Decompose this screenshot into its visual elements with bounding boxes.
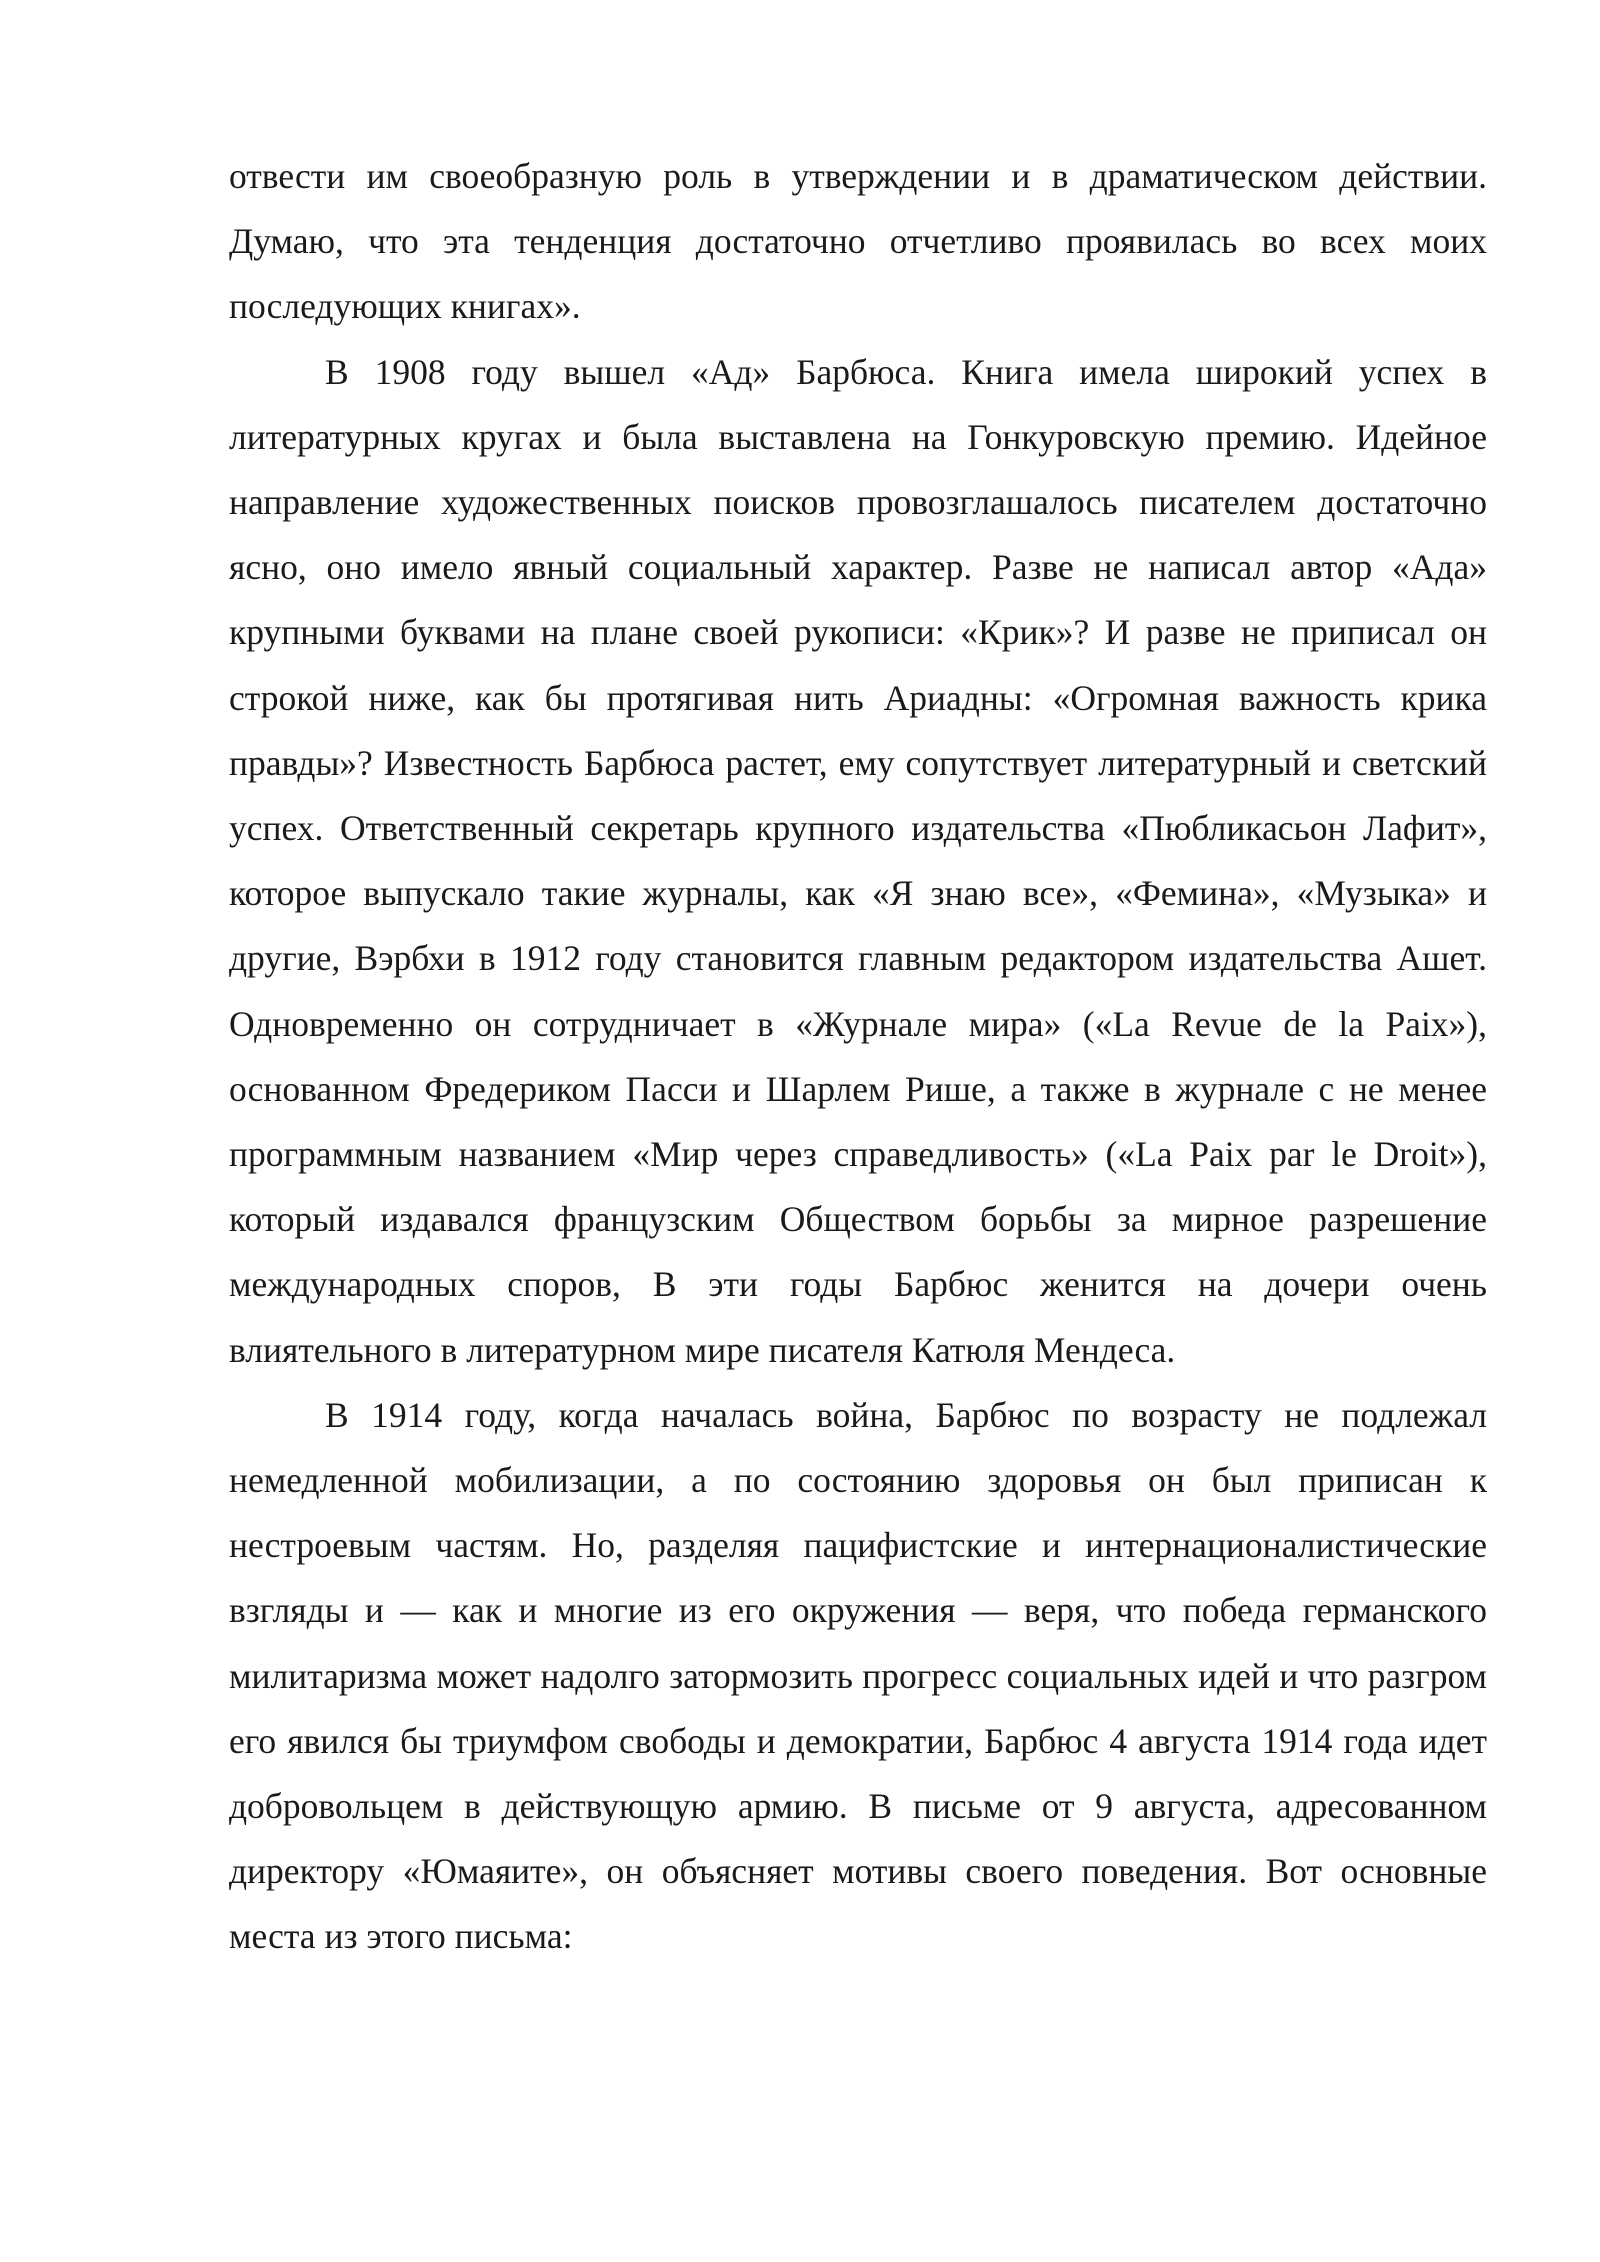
document-body	[229, 144, 1487, 1970]
paragraph-continuation: отвести им своеобразную роль в утверждении и в драматическом действии. Думаю, что эта тенденция достаточно отчетливо проявилась во всех моих последующих книгах».	[229, 156, 1487, 327]
paragraph-barbusse-hell: В 1908 году вышел «Ад» Барбюса. Книга имела широкий успех в литературных кругах и была выставлена на Гонкуровскую премию. Идейное направление художественных поисков провозглашалось писателем достаточно ясно, оно имело явный социальный характер. Разве не написал автор «Ада» крупными буквами на плане своей рукописи: «Крик»? И разве не приписал он строкой ниже, как бы протягивая нить Ариадны: «Огромная важность крика правды»? Известность Барбюса растет, ему сопутствует литературный и светский успех. Ответственный секретарь крупного издательства «Пюбликасьон Лафит», которое выпускало такие журналы, как «Я знаю все», «Фемина», «Музыка» и другие, Вэрбхи в 1912 году становится главным редактором издательства Ашет. Одновременно он сотрудничает в «Журнале мира» («La Revue de la Paix»), основанном Фредериком Пасси и Шарлем Рише, а также в журнале с не менее программным названием «Мир через справедливость» («La Paix par le Droit»), который издавался французским Обществом борьбы за мирное разрешение международных споров, В эти годы Барбюс женится на дочери очень влиятельного в литературном мире писателя Катюля Мендеса.	[229, 351, 1487, 1370]
paragraph-barbusse-war: В 1914 году, когда началась война, Барбюс по возрасту не подлежал немедленной мобилизации, а по состоянию здоровья он был приписан к нестроевым частям. Но, разделяя пацифистские и интернационалистические взгляды и — как и многие из его окружения — веря, что победа германского милитаризма может надолго затормозить прогресс социальных идей и что разгром его явился бы триумфом свободы и демократии, Барбюс 4 августа 1914 года идет добровольцем в действующую армию. В письме от 9 августа, адресованном директору «Юмаяите», он объясняет мотивы своего поведения. Вот основные места из этого письма:	[229, 1394, 1487, 1957]
